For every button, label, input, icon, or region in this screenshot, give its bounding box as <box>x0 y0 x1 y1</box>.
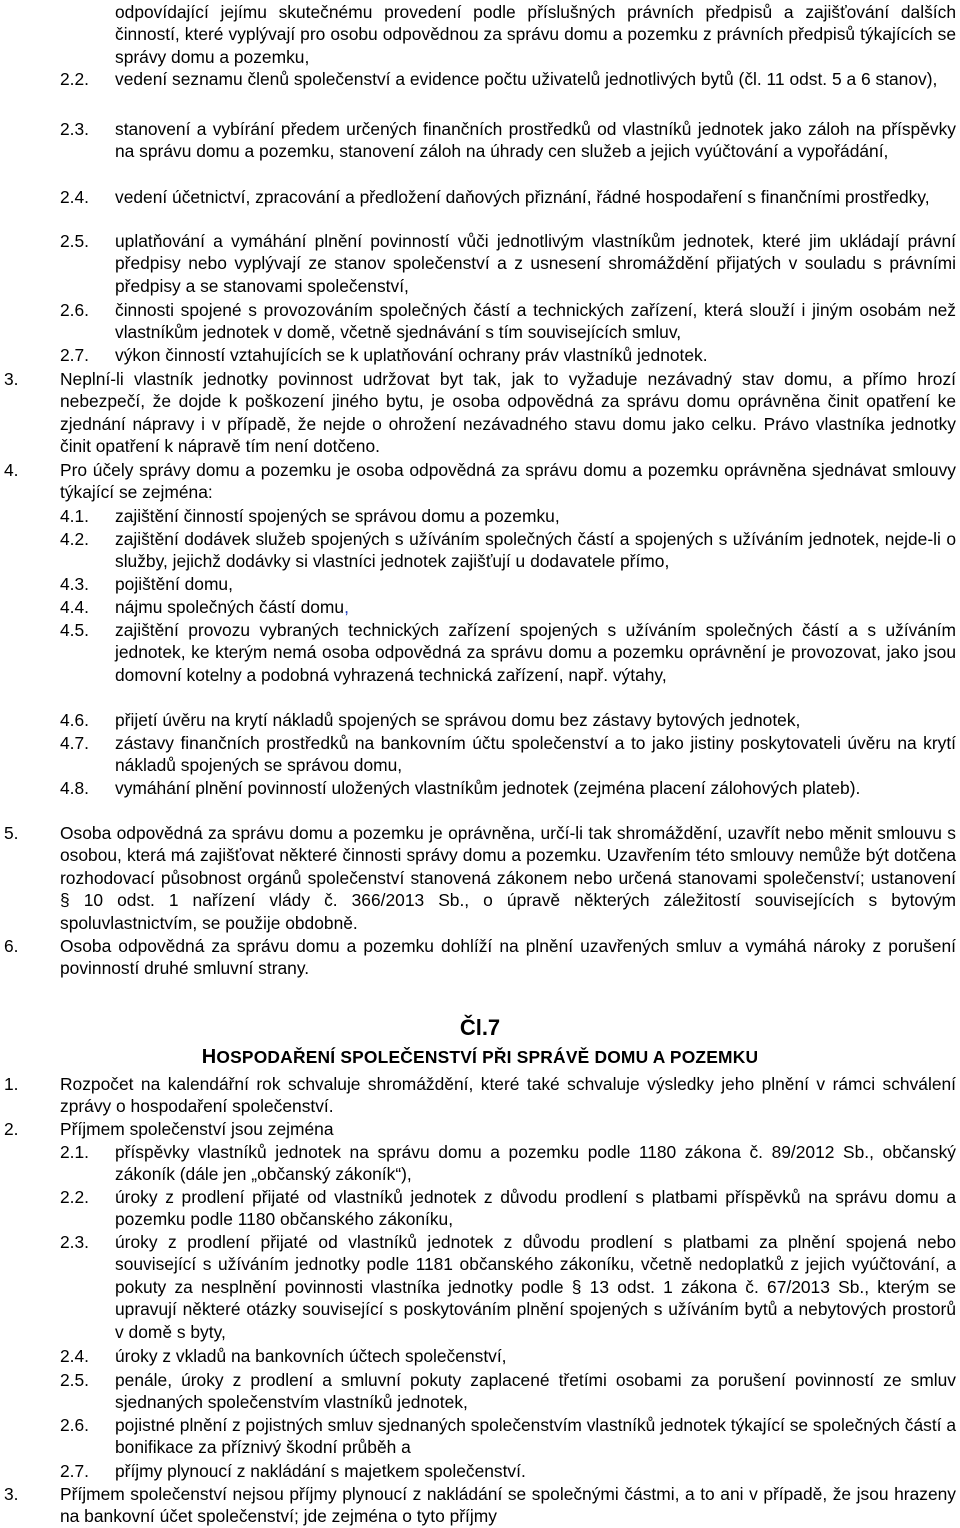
list-item <box>60 732 956 777</box>
item-text: zástavy finančních prostředků na bankovním účtu společenství a to jako jistiny poskytovateli úvěru na krytí nákladů spojených se správou domu, <box>115 733 956 776</box>
paragraph-number: 3. <box>4 369 19 389</box>
paragraph <box>4 1073 956 1118</box>
item-number: 4.7. <box>60 733 90 753</box>
item-text: úroky z prodlení přijaté od vlastníků jednotek z důvodu prodlení s platbami za plnění spojená nebo související s užíváním jednotky podle 1181 občanského zákoníku, včetně nedoplatků z jejich vyúčtování, a pokuty za nesplnění povinnosti vlastníka jednotky podle § 13 odst. 1 zákona č. 67/2013 Sb., kterým se upravují některé otázky související s poskytováním plnění spojených s užíváním bytů a nebytových prostorů v domě s byty, <box>115 1232 956 1342</box>
item-text: zajištění dodávek služeb spojených s užíváním společných částí a spojených s užíváním jednotek, nejde-li o služby, jejichž dodávky si vlastníci jednotek zajišťují u dodavatele přímo, <box>115 529 956 572</box>
item-number: 4.5. <box>60 620 90 640</box>
paragraph-text: Neplní-li vlastník jednotky povinnost udržovat byt tak, jak to vyžaduje nezávadný stav domu, a přímo hrozí nebezpečí, že dojde k poškození jiného bytu, je osoba odpovědná za správu domu oprávněna činit opatření ke zjednání nápravy i v případě, že nejde o ohrožení nezávadného stavu domu jako celku. Právo vlastníka jednotky činit opatření k nápravě tím není dotčeno. <box>60 369 956 457</box>
item-text: výkon činností vztahujících se k uplatňování ochrany práv vlastníků jednotek. <box>115 345 708 365</box>
paragraph-number: 4. <box>4 460 19 480</box>
paragraph-number: 1. <box>4 1074 19 1094</box>
item-text: pojistné plnění z pojistných smluv sjednaných společenstvím vlastníků jednotek týkající se společných částí a bonifikace za příznivý škodní průběh a <box>115 1415 956 1458</box>
item-number: 2.3. <box>60 1232 90 1252</box>
item-number: 2.4. <box>60 187 90 207</box>
item-text: úroky z vkladů na bankovních účtech společenství, <box>115 1346 507 1366</box>
item-number: 4.4. <box>60 597 90 617</box>
item-text: pojištění domu, <box>115 574 233 594</box>
item-number: 2.4. <box>60 1346 90 1366</box>
paragraph-text: Příjmem společenství jsou zejména <box>60 1119 334 1139</box>
item-text-suffix: , <box>344 597 349 617</box>
item-number: 2.5. <box>60 1370 90 1390</box>
item-text: zajištění provozu vybraných technických zařízení spojených s užíváním společných částí a s užíváním jednotek, ke kterým nemá osoba odpovědná za správu domu a pozemku oprávnění je provozovat, jako jsou domovní kotelny a podobná vyhrazená technická zařízení, např. výtahy, <box>115 620 956 685</box>
item-text: vedení účetnictví, zpracování a předložení daňových přiznání, řádné hospodaření s finančními prostředky, <box>115 187 930 207</box>
list-item <box>60 299 956 344</box>
item-text: vymáhání plnění povinností uložených vlastníkům jednotek (zejména placení zálohových plateb). <box>115 778 861 798</box>
item-text: penále, úroky z prodlení a smluvní pokuty zaplacené třetími osobami za porušení povinností ze smluv sjednaných společenstvím vlastníků jednotek, <box>115 1370 956 1413</box>
item-number: 4.6. <box>60 710 90 730</box>
paragraph-number: 6. <box>4 936 19 956</box>
item-number: 2.7. <box>60 345 90 365</box>
article-title-rest: OSPODAŘENÍ SPOLEČENSTVÍ PŘI SPRÁVĚ DOMU A POZEMKU <box>216 1047 759 1067</box>
article-title <box>0 1046 960 1068</box>
item-number: 2.7. <box>60 1461 90 1481</box>
list-item <box>60 1369 956 1414</box>
item-number: 2.6. <box>60 1415 90 1435</box>
paragraph-text: Příjmem společenství nejsou příjmy plynoucí z nakládání se společnými částmi, a to ani v případě, že jsou hrazeny na bankovní účet společenství; jde zejména o tyto příjmy <box>60 1484 956 1527</box>
list-item <box>60 1460 956 1482</box>
list-item <box>60 344 956 366</box>
list-item <box>60 573 956 595</box>
list-item <box>60 68 956 90</box>
item-number: 2.5. <box>60 231 90 251</box>
list-item <box>60 1186 956 1231</box>
intro-paragraph <box>115 1 956 68</box>
paragraph <box>4 1483 956 1528</box>
item-text: příspěvky vlastníků jednotek na správu domu a pozemku podle 1180 zákona č. 89/2012 Sb., občanský zákoník (dále jen „občanský zákoník“), <box>115 1142 956 1185</box>
item-text: stanovení a vybírání předem určených finančních prostředků od vlastníků jednotek jako záloh na příspěvky na správu domu a pozemku, stanovení záloh na úhrady cen služeb a jejich vyúčtování a vypořádání, <box>115 119 956 162</box>
article-number: Čl.7 <box>459 1015 501 1040</box>
paragraph-number: 2. <box>4 1119 19 1139</box>
list-item <box>60 619 956 686</box>
item-number: 4.3. <box>60 574 90 594</box>
list-item <box>60 1141 956 1186</box>
item-number: 2.2. <box>60 69 90 89</box>
list-item <box>60 596 956 618</box>
paragraph-text: Osoba odpovědná za správu domu a pozemku je oprávněna, určí-li tak shromáždění, uzavřít nebo měnit smlouvu s osobou, která má zajišťovat některé činnosti správy domu a pozemku. Uzavřením této smlouvy nemůže být dotčena rozhodovací působnost orgánů společenství stanovená zákonem nebo určená stanovami společenství; ustanovení § 10 odst. 1 nařízení vlády č. 366/2013 Sb., o úpravě některých záležitostí souvisejících s bytovým spoluvlastnictvím, se použije obdobně. <box>60 823 956 933</box>
list-item <box>60 528 956 573</box>
list-item <box>60 186 956 208</box>
paragraph <box>4 368 956 458</box>
item-number: 2.1. <box>60 1142 90 1162</box>
list-item <box>60 777 956 799</box>
item-text-main: nájmu společných částí domu <box>115 597 345 617</box>
item-text: příjmy plynoucí z nakládání s majetkem společenství. <box>115 1461 526 1481</box>
paragraph-text: Pro účely správy domu a pozemku je osoba odpovědná za správu domu a pozemku oprávněna sjednávat smlouvy týkající se zejména: <box>60 460 956 503</box>
paragraph <box>4 1118 956 1140</box>
list-item <box>60 230 956 297</box>
item-text <box>115 596 956 618</box>
item-text: úroky z prodlení přijaté od vlastníků jednotek z důvodu prodlení s platbami příspěvků na správu domu a pozemku podle 1180 občanského zákoníku, <box>115 1187 956 1230</box>
item-text: činnosti spojené s provozováním společných částí a technických zařízení, která slouží i jiným osobám než vlastníkům jednotek v domě, včetně sjednávání s tím souvisejících smluv, <box>115 300 956 343</box>
item-text: vedení seznamu členů společenství a evidence počtu uživatelů jednotlivých bytů (čl. 11 odst. 5 a 6 stanov), <box>115 69 938 89</box>
item-number: 4.8. <box>60 778 90 798</box>
paragraph <box>4 459 956 504</box>
item-number: 2.6. <box>60 300 90 320</box>
list-item <box>60 709 956 731</box>
list-item <box>60 1414 956 1459</box>
item-text: uplatňování a vymáhání plnění povinností vůči jednotlivým vlastníkům jednotek, které jim ukládají právní předpisy nebo vyplývají ze stanov společenství a z usnesení shromáždění přijatých v souladu s právními předpisy a se stanovami společenství, <box>115 231 956 296</box>
paragraph-text: Rozpočet na kalendářní rok schvaluje shromáždění, které také schvaluje výsledky jeho plnění v rámci schválení zprávy o hospodaření společenství. <box>60 1074 956 1117</box>
paragraph-text: Osoba odpovědná za správu domu a pozemku dohlíží na plnění uzavřených smluv a vymáhá nároky z porušení povinností druhé smluvní strany. <box>60 936 956 979</box>
article-title-initial: H <box>201 1046 217 1068</box>
item-number: 2.2. <box>60 1187 90 1207</box>
item-text: zajištění činností spojených se správou domu a pozemku, <box>115 506 560 526</box>
list-item <box>60 1345 956 1367</box>
intro-text: odpovídající jejímu skutečnému provedení podle příslušných právních předpisů a zajišťování dalších činností, které vyplývají pro osobu odpovědnou za správu domu a pozemku z právních předpisů týkajících se správy domu a pozemku, <box>115 2 956 67</box>
paragraph <box>4 822 956 934</box>
list-item <box>60 505 956 527</box>
paragraph-number: 5. <box>4 823 19 843</box>
list-item <box>60 1231 956 1343</box>
paragraph <box>4 935 956 980</box>
item-number: 4.2. <box>60 529 90 549</box>
item-number: 2.3. <box>60 119 90 139</box>
item-text: přijetí úvěru na krytí nákladů spojených se správou domu bez zástavy bytových jednotek, <box>115 710 801 730</box>
item-number: 4.1. <box>60 506 90 526</box>
list-item <box>60 118 956 163</box>
paragraph-number: 3. <box>4 1484 19 1504</box>
